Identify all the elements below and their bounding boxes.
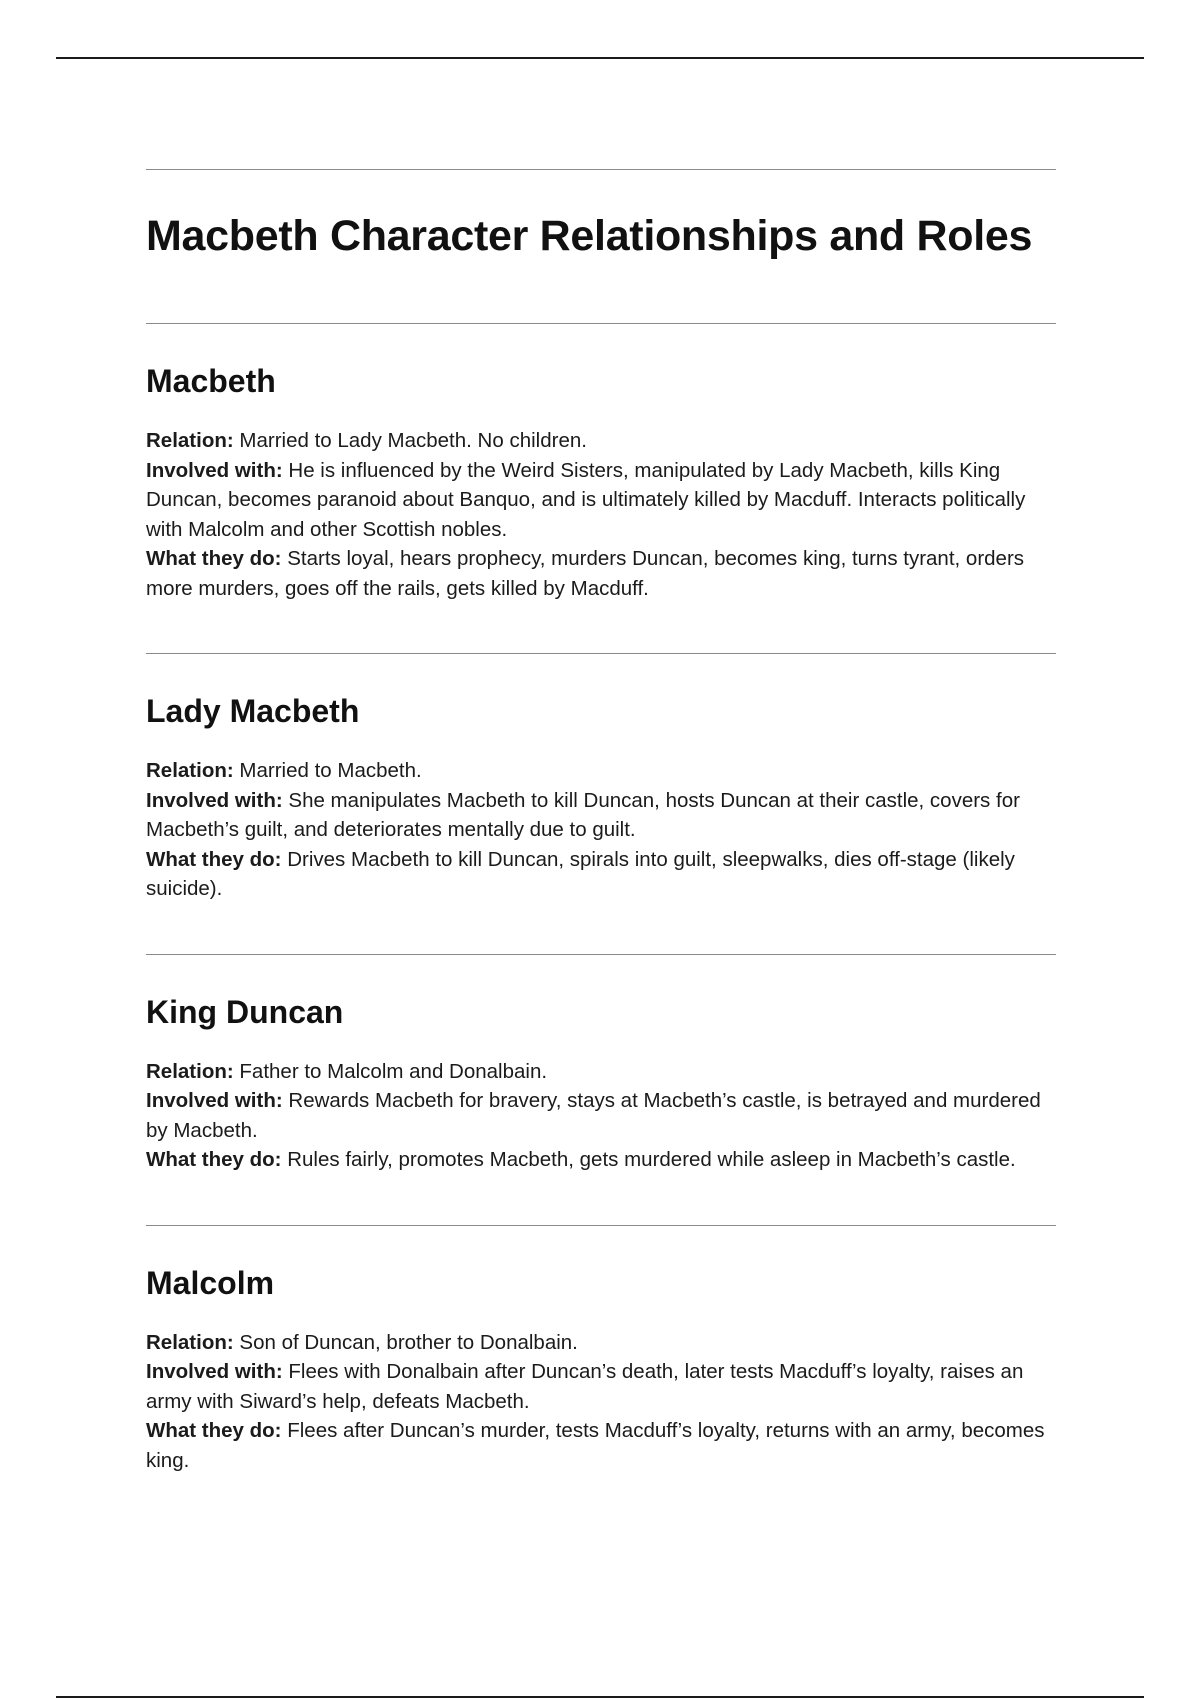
section-divider xyxy=(146,954,1056,955)
character-section-king-duncan xyxy=(146,991,1056,1226)
relation-label: Relation: xyxy=(146,759,234,782)
does-label: What they do: xyxy=(146,1148,282,1171)
relation-text: Married to Lady Macbeth. No children. xyxy=(239,429,587,452)
involved-field xyxy=(146,786,1056,845)
involved-text: He is influenced by the Weird Sisters, manipulated by Lady Macbeth, kills King Duncan, becomes paranoid about Banquo, and is ultimately killed by Macduff. Interacts politically with Malcolm and other Scottish nobles. xyxy=(146,458,1026,541)
section-divider xyxy=(146,653,1056,654)
character-details xyxy=(146,756,1056,904)
does-field xyxy=(146,544,1056,603)
title-top-divider xyxy=(146,169,1056,170)
relation-field xyxy=(146,426,1056,456)
character-name: Macbeth xyxy=(146,363,276,399)
document-content xyxy=(146,169,1056,1475)
does-text: Starts loyal, hears prophecy, murders Duncan, becomes king, turns tyrant, orders more murders, goes off the rails, gets killed by Macduff. xyxy=(146,547,1025,600)
relation-text: Son of Duncan, brother to Donalbain. xyxy=(239,1330,578,1354)
relation-field xyxy=(146,1057,1056,1087)
involved-field xyxy=(146,1086,1056,1145)
does-field xyxy=(146,845,1056,904)
does-field xyxy=(146,1145,1056,1175)
involved-text: She manipulates Macbeth to kill Duncan, hosts Duncan at their castle, covers for Macbeth’s guilt, and deteriorates mentally due to guilt. xyxy=(146,788,1020,841)
does-label: What they do: xyxy=(146,847,282,871)
involved-label: Involved with: xyxy=(146,1360,283,1383)
relation-label: Relation: xyxy=(146,1059,234,1083)
involved-label: Involved with: xyxy=(146,788,283,812)
relation-label: Relation: xyxy=(146,1330,234,1354)
character-name: Lady Macbeth xyxy=(146,693,360,729)
involved-label: Involved with: xyxy=(146,458,283,482)
page-footer-rule xyxy=(56,1696,1144,1698)
does-text: Flees after Duncan’s murder, tests Macduff’s loyalty, returns with an army, becomes king. xyxy=(146,1419,1045,1472)
character-name: Malcolm xyxy=(146,1264,275,1301)
title-bottom-divider xyxy=(146,323,1056,324)
does-text: Drives Macbeth to kill Duncan, spirals into guilt, sleepwalks, dies off-stage (likely suicide). xyxy=(146,847,1015,900)
relation-text: Father to Malcolm and Donalbain. xyxy=(239,1059,548,1083)
document-title: Macbeth Character Relationships and Roles xyxy=(146,212,1033,260)
relation-field xyxy=(146,1328,1056,1358)
relation-field xyxy=(146,756,1056,786)
character-section-malcolm xyxy=(146,1262,1056,1476)
character-section-macbeth xyxy=(146,360,1056,654)
page-header-rule xyxy=(56,57,1144,59)
does-label: What they do: xyxy=(146,547,282,570)
involved-text: Flees with Donalbain after Duncan’s death, later tests Macduff’s loyalty, raises an army with Siward’s help, defeats Macbeth. xyxy=(146,1360,1024,1413)
section-divider xyxy=(146,1225,1056,1226)
does-label: What they do: xyxy=(146,1419,282,1442)
character-details xyxy=(146,426,1056,603)
character-details xyxy=(146,1328,1056,1476)
relation-label: Relation: xyxy=(146,429,234,452)
character-section-lady-macbeth xyxy=(146,690,1056,955)
does-text: Rules fairly, promotes Macbeth, gets murdered while asleep in Macbeth’s castle. xyxy=(287,1148,1016,1171)
involved-field xyxy=(146,456,1056,545)
does-field xyxy=(146,1416,1056,1475)
involved-text: Rewards Macbeth for bravery, stays at Macbeth’s castle, is betrayed and murdered by Macbeth. xyxy=(146,1089,1041,1142)
relation-text: Married to Macbeth. xyxy=(239,759,422,782)
character-details xyxy=(146,1057,1056,1175)
involved-label: Involved with: xyxy=(146,1089,283,1112)
character-name: King Duncan xyxy=(146,993,344,1030)
involved-field xyxy=(146,1357,1056,1416)
